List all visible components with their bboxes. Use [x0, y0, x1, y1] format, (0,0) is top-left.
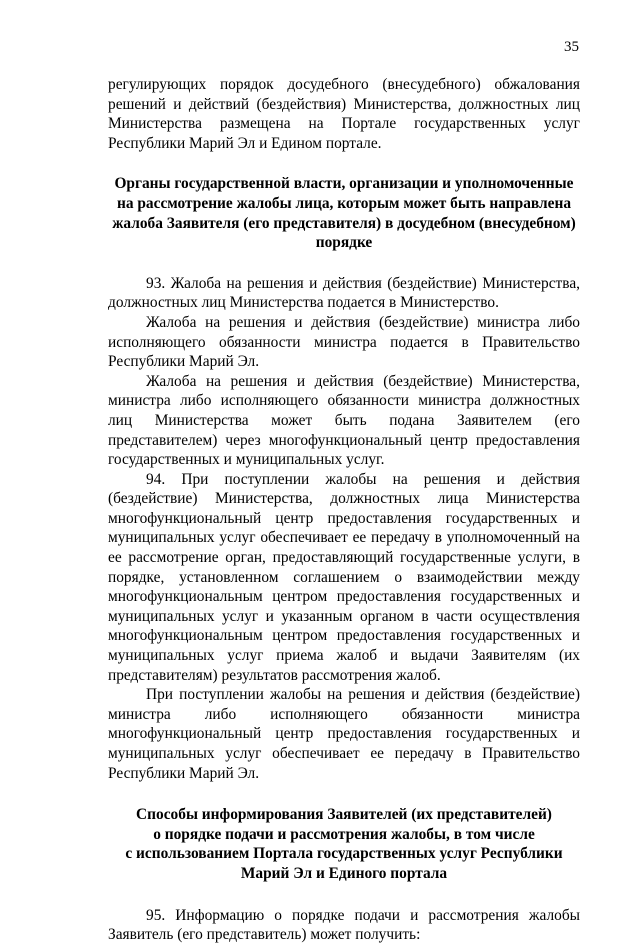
- heading-line: на рассмотрение жалобы лица, которым может быть направлена: [116, 194, 572, 212]
- heading-line: Органы государственной власти, организации и уполномоченные: [114, 175, 574, 193]
- paragraph-minister-complaint: Жалоба на решения и действия (бездействие) министра либо исполняющего обязанности министра подается в Правительство Республики Марий Эл.: [108, 313, 580, 371]
- heading-line: Марий Эл и Единого портала: [240, 864, 448, 882]
- heading-line: Способы информирования Заявителей (их представителей): [136, 806, 552, 824]
- paragraph-95: 95. Информацию о порядке подачи и рассмотрения жалобы Заявитель (его представитель) может получить:: [108, 906, 580, 944]
- paragraph-94: 94. При поступлении жалобы на решения и действия (бездействие) Министерства, должностных лица Министерства многофункциональный центр предоставления государственных и муниципальных услуг обеспечивает ее передачу в уполномоченный на ее рассмотрение орган, предоставляющий государственные услуги, в порядке, установленном соглашением о взаимодействии между многофункциональным центром предоставления государственных и муниципальных услуг и указанным органом в части осуществления многофункциональным центром предоставления государственных и муниципальных услуг приема жалоб и выдачи Заявителям (их представителям) результатов рассмотрения жалоб.: [108, 470, 580, 684]
- section-heading-informing-methods: [108, 805, 580, 883]
- heading-line: жалоба Заявителя (его представителя) в досудебном (внесудебном): [112, 214, 576, 232]
- heading-line: с использованием Портала государственных услуг Республики: [125, 845, 563, 863]
- paragraph-mfc-submission: Жалоба на решения и действия (бездействие) Министерства, министра либо исполняющего обязанности министра должностных лиц Министерства может быть подана Заявителем (его представителем) через многофункциональный центр предоставления государственных и муниципальных услуг.: [108, 372, 580, 469]
- paragraph-minister-mfc-transfer: При поступлении жалобы на решения и действия (бездействие) министра либо исполняющего обязанности министра многофункциональный центр предоставления государственных и муниципальных услуг обеспечивает ее передачу в Правительство Республики Марий Эл.: [108, 686, 580, 782]
- page-content: [108, 75, 580, 945]
- heading-line: о порядке подачи и рассмотрения жалобы, в том числе: [153, 825, 535, 843]
- intro-paragraph: регулирующих порядок досудебного (внесудебного) обжалования решений и действий (бездействия) Министерства, должностных лиц Министерства размещена на Портале государственных услуг Республики Марий Эл и Едином портале.: [108, 76, 580, 152]
- section-heading-complaint-bodies: [108, 174, 580, 252]
- page-number: 35: [564, 39, 579, 55]
- paragraph-93: 93. Жалоба на решения и действия (бездействие) Министерства, должностных лиц Министерства подается в Министерство.: [108, 274, 580, 312]
- heading-line: порядке: [315, 234, 373, 252]
